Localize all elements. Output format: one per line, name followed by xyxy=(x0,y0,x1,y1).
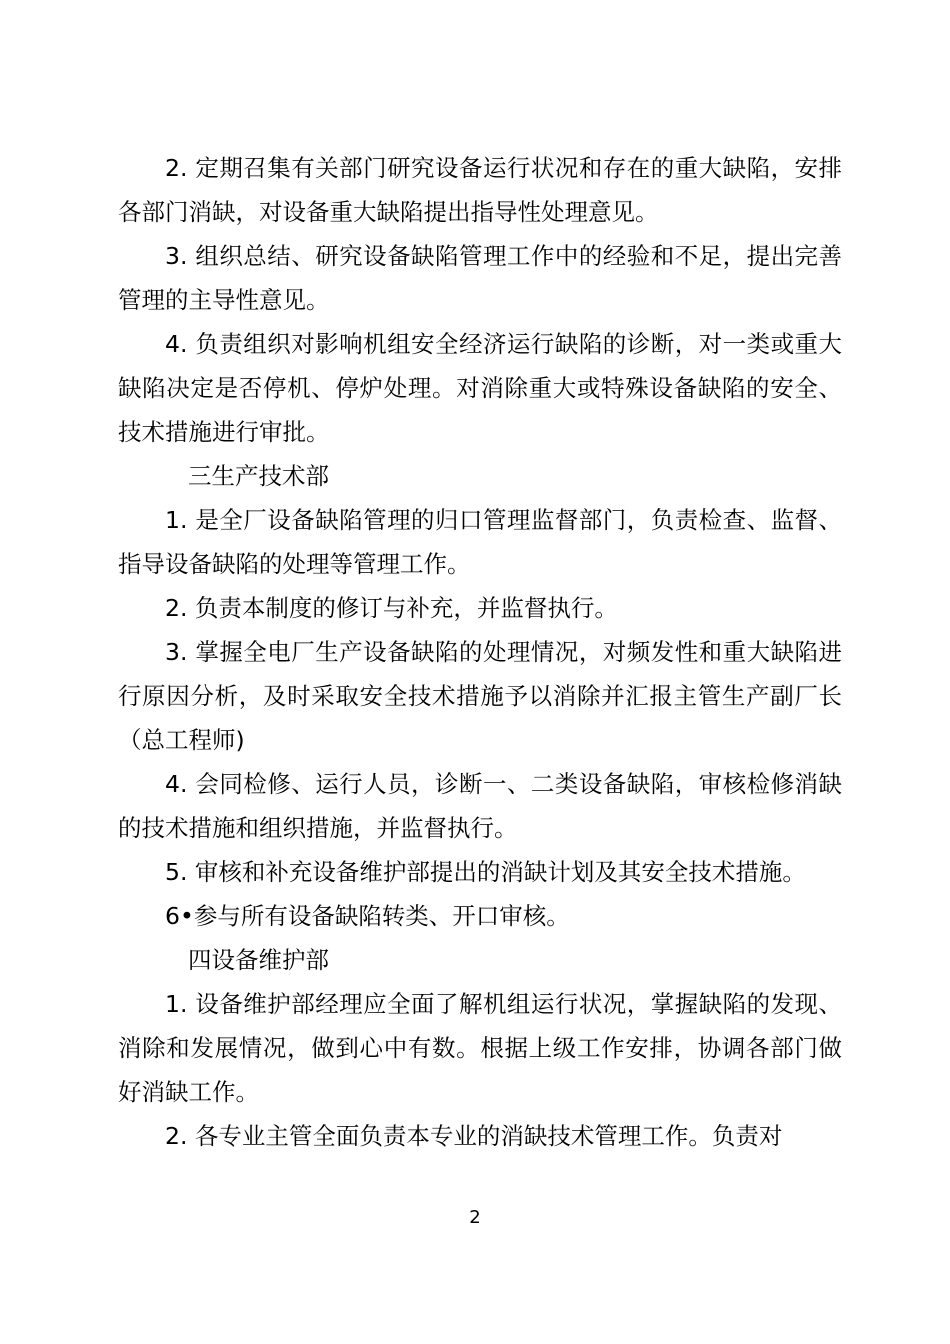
paragraph-item-3: 3. 掌握全电厂生产设备缺陷的处理情况，对频发性和重大缺陷进行原因分析，及时采取安全技术措施予以消除并汇报主管生产副厂长（总工程师) xyxy=(118,638,842,754)
page-number: 2 xyxy=(469,1207,481,1228)
paragraph-item-4: 4. 负责组织对影响机组安全经济运行缺陷的诊断，对一类或重大缺陷决定是否停机、停炉处理。对消除重大或特殊设备缺陷的安全、技术措施进行审批。 xyxy=(118,330,842,446)
paragraph-item-6: 6•参与所有设备缺陷转类、开口审核。 xyxy=(165,902,570,930)
document-body xyxy=(118,146,842,1158)
section-heading-equipment-maintenance: 四设备维护部 xyxy=(188,946,329,974)
paragraph-item-4: 4. 会同检修、运行人员，诊断一、二类设备缺陷，审核检修消缺的技术措施和组织措施，并监督执行。 xyxy=(118,770,842,842)
section-heading-production-technology: 三生产技术部 xyxy=(188,462,329,490)
paragraph-item-1: 1. 是全厂设备缺陷管理的归口管理监督部门，负责检查、监督、指导设备缺陷的处理等管理工作。 xyxy=(118,506,842,578)
paragraph-item-2: 2. 定期召集有关部门研究设备运行状况和存在的重大缺陷，安排各部门消缺，对设备重大缺陷提出指导性处理意见。 xyxy=(118,154,842,226)
paragraph-item-1: 1. 设备维护部经理应全面了解机组运行状况，掌握缺陷的发现、消除和发展情况，做到心中有数。根据上级工作安排，协调各部门做好消缺工作。 xyxy=(118,990,842,1106)
paragraph-item-3: 3. 组织总结、研究设备缺陷管理工作中的经验和不足，提出完善管理的主导性意见。 xyxy=(118,242,842,314)
paragraph-item-2: 2. 负责本制度的修订与补充，并监督执行。 xyxy=(165,594,618,622)
paragraph-item-5: 5. 审核和补充设备维护部提出的消缺计划及其安全技术措施。 xyxy=(165,858,806,886)
paragraph-item-2: 2. 各专业主管全面负责本专业的消缺技术管理工作。负责对 xyxy=(165,1122,783,1150)
